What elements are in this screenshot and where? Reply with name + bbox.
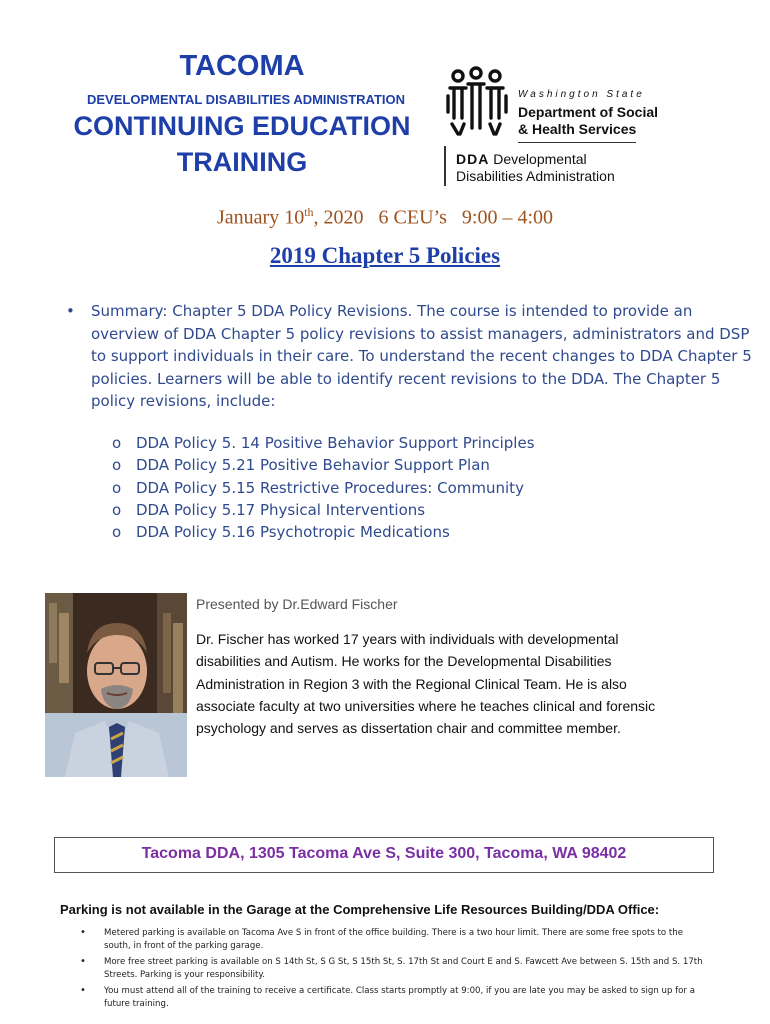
circle-bullet-icon: o (112, 500, 122, 519)
presented-by: Presented by Dr.Edward Fischer (196, 596, 398, 612)
policy-label: DDA Policy 5.17 Physical Interventions (136, 500, 426, 519)
parking-heading: Parking is not available in the Garage at the Comprehensive Life Resources Building/DDA Office: (60, 902, 660, 917)
policy-label: DDA Policy 5.15 Restrictive Procedures: Community (136, 478, 524, 497)
list-item (80, 956, 710, 981)
flyer-title: TACOMA (179, 50, 305, 82)
parking-item-text: Metered parking is available on Tacoma Ave S in front of the office building. There is a two hour limit. There are some free spots to the south, in front of the parking garage. (104, 928, 683, 951)
list-item (80, 927, 710, 952)
policy-label: DDA Policy 5. 14 Positive Behavior Support Principles (136, 434, 535, 452)
list-item (112, 521, 535, 543)
bullet-icon: • (80, 956, 86, 968)
summary-bullet: • (66, 302, 75, 320)
event-date-rest: , 2020 6 CEU’s 9:00 – 4:00 (313, 206, 553, 229)
circle-bullet-icon: o (112, 478, 122, 497)
flyer-subtitle: DEVELOPMENTAL DISABILITIES ADMINISTRATION (86, 92, 406, 107)
list-item (112, 454, 535, 476)
logo-dda-word: Developmental (493, 151, 587, 167)
dshs-people-icon (444, 66, 514, 142)
logo-dda-abbr: DDA (456, 151, 490, 167)
list-item (112, 477, 535, 499)
event-date-line (0, 205, 770, 230)
bullet-icon: • (80, 927, 86, 938)
logo-dda-line2: Disabilities Administration (456, 168, 615, 184)
presenter-photo (45, 593, 187, 777)
dshs-dda-logo (444, 66, 659, 190)
summary-paragraph (66, 300, 756, 413)
policy-list (112, 432, 535, 543)
parking-list (80, 927, 710, 1015)
flyer-heading-line1: CONTINUING EDUCATION (73, 111, 411, 141)
event-date-suffix: th (304, 205, 314, 219)
logo-state-text: Washington State (518, 89, 645, 100)
policy-label: DDA Policy 5.16 Psychotropic Medications (136, 523, 450, 542)
circle-bullet-icon: o (112, 434, 122, 452)
event-address: Tacoma DDA, 1305 Tacoma Ave S, Suite 300, Tacoma, WA 98402 (141, 845, 627, 862)
parking-item-text: You must attend all of the training to receive a certificate. Class starts promptly at 9:00, if you are late you may be asked to sign up for a future training. (104, 986, 695, 1009)
summary-text: Summary: Chapter 5 DDA Policy Revisions. The course is intended to provide an overview of DDA Chapter 5 policy revisions to assist managers, administrators and DSP to support individuals in their care. To understand the recent changes to DDA Chapter 5 policies. Learners will be able to identify recent revisions to the DDA. The Chapter 5 policy revisions, include: (91, 302, 752, 410)
list-item (112, 499, 535, 521)
circle-bullet-icon: o (112, 456, 122, 475)
logo-dept-line2: & Health Services (518, 121, 637, 137)
logo-bar (444, 146, 446, 186)
list-item (80, 985, 710, 1010)
course-title: 2019 Chapter 5 Policies (269, 243, 501, 268)
event-date-month: January 10 (217, 206, 305, 229)
flyer-heading-line2: TRAINING (176, 147, 308, 177)
logo-dda-line1 (456, 151, 587, 167)
logo-rule (518, 142, 636, 143)
bullet-icon: • (80, 985, 86, 997)
circle-bullet-icon: o (112, 523, 122, 542)
logo-dept-line1: Department of Social (518, 104, 659, 120)
list-item (112, 432, 535, 454)
presenter-bio: Dr. Fischer has worked 17 years with individuals with developmental disabilities and Autism. He works for the Developmental Disabilities Administration in Region 3 with the Regional Clinical Team. He is also associate faculty at two universities where he teaches clinical and forensic psychology and serves as dissertation chair and committee member. (196, 631, 656, 737)
parking-item-text: More free street parking is available on S 14th St, S G St, S 15th St, S. 17th St and Court E and S. Fawcett Ave between S. 15th and S. 17th Streets. Parking is your responsibility. (104, 957, 703, 980)
policy-label: DDA Policy 5.21 Positive Behavior Support Plan (136, 456, 490, 475)
